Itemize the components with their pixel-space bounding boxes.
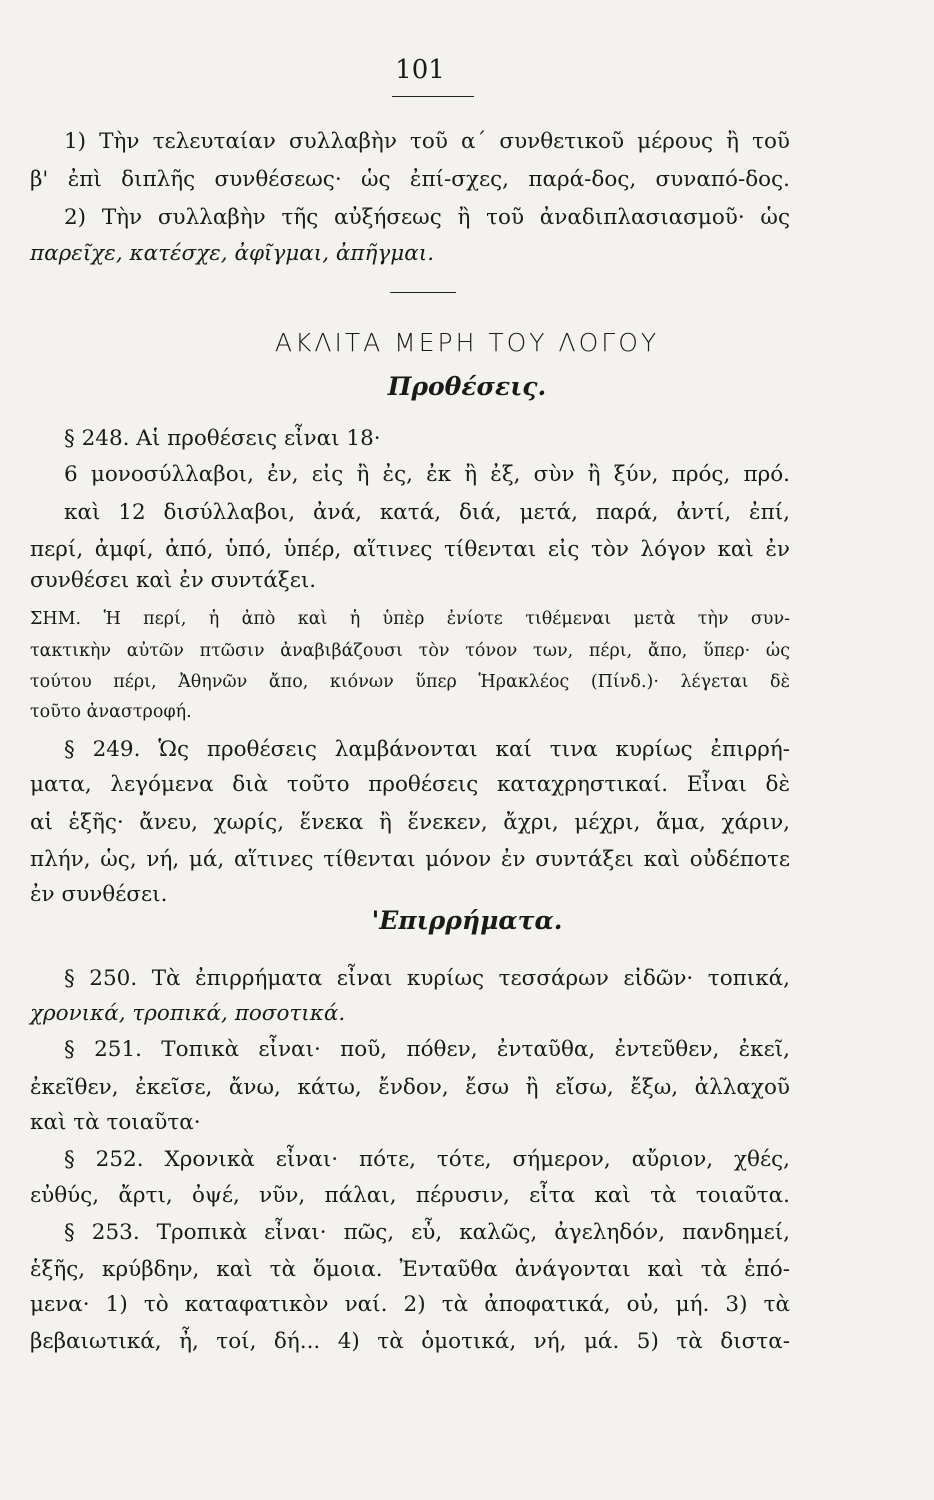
section-title: ΑΚΛΙΤΑ ΜΕΡΗ ΤΟΥ ΛΟΓΟΥ — [274, 328, 660, 357]
text-line: βεβαιωτικά, ἦ, τοί, δή... 4) τὰ ὁμοτικά, νή, μά. 5) τὰ διστα- — [30, 1329, 790, 1354]
text-line: 6 μονοσύλλαβοι, ἐν, εἰς ἢ ἐς, ἐκ ἢ ἐξ, σὺν ἢ ξύν, πρός, πρό. — [64, 462, 790, 487]
paragraph-249: § 249. Ὡς προθέσεις λαμβάνονται καί τινα κυρίως ἐπιρρή- — [64, 737, 790, 762]
text-line: 1) Τὴν τελευταίαν συλλαβὴν τοῦ α΄ συνθετικοῦ μέρους ἢ τοῦ — [64, 129, 790, 154]
note-line: ΣΗΜ. Ἡ περί, ἡ ἀπὸ καὶ ἡ ὑπὲρ ἐνίοτε τιθέμεναι μετὰ τὴν συν- — [30, 609, 790, 629]
page-number-rule — [392, 96, 474, 97]
paragraph-248: § 248. Αἱ προθέσεις εἶναι 18· — [64, 426, 381, 451]
note-line: τοῦτο ἀναστροφή. — [30, 702, 192, 722]
text-line: ἑξῆς, κρύβδην, καὶ τὰ ὅμοια. Ἐνταῦθα ἀνάγονται καὶ τὰ ἑπό- — [30, 1257, 790, 1282]
text-line: ἐν συνθέσει. — [30, 882, 168, 907]
subheading-prepositions: Προθέσεις. — [387, 372, 547, 401]
text-line: καὶ 12 δισύλλαβοι, ἀνά, κατά, διά, μετά, παρά, ἀντί, ἐπί, — [64, 500, 790, 525]
text-line: χρονικά, τροπικά, ποσοτικά. — [30, 1001, 346, 1026]
paragraph-251: § 251. Τοπικὰ εἶναι· ποῦ, πόθεν, ἐνταῦθα, ἐντεῦθεν, ἐκεῖ, — [64, 1037, 790, 1062]
paragraph-253: § 253. Τροπικὰ εἶναι· πῶς, εὖ, καλῶς, ἀγεληδόν, πανδημεί, — [64, 1220, 790, 1245]
text-line: εὐθύς, ἄρτι, ὀψέ, νῦν, πάλαι, πέρυσιν, εἶτα καὶ τὰ τοιαῦτα. — [30, 1183, 790, 1208]
text-line: β' ἐπὶ διπλῆς συνθέσεως· ὡς ἐπί-σχες, παρά-δος, συναπό-δος. — [30, 167, 790, 192]
subheading-adverbs: 'Επιρρήματα. — [371, 906, 563, 935]
page-number: 101 — [395, 55, 445, 85]
text-line: περί, ἀμφί, ἀπό, ὑπό, ὑπέρ, αἵτινες τίθενται εἰς τὸν λόγον καὶ ἐν — [30, 537, 790, 562]
section-divider — [390, 292, 456, 293]
text-line: ἐκεῖθεν, ἐκεῖσε, ἄνω, κάτω, ἔνδον, ἔσω ἢ εἴσω, ἔξω, ἀλλαχοῦ — [30, 1075, 790, 1100]
paragraph-252: § 252. Χρονικὰ εἶναι· πότε, τότε, σήμερον, αὔριον, χθές, — [64, 1147, 790, 1172]
text-line: πλήν, ὡς, νή, μά, αἵτινες τίθενται μόνον ἐν συντάξει καὶ οὐδέποτε — [30, 847, 790, 872]
paragraph-250: § 250. Τὰ ἐπιρρήματα εἶναι κυρίως τεσσάρων εἰδῶν· τοπικά, — [64, 966, 790, 991]
note-line: τακτικὴν αὐτῶν πτῶσιν ἀναβιβάζουσι τὸν τόνον των, πέρι, ἄπο, ὕπερ· ὡς — [30, 641, 790, 661]
text-line: ματα, λεγόμενα διὰ τοῦτο προθέσεις καταχρηστικαί. Εἶναι δὲ — [30, 772, 790, 797]
text-line: αἱ ἑξῆς· ἄνευ, χωρίς, ἕνεκα ἢ ἕνεκεν, ἄχρι, μέχρι, ἅμα, χάριν, — [30, 810, 790, 835]
text-line: καὶ τὰ τοιαῦτα· — [30, 1110, 201, 1135]
text-line: παρεῖχε, κατέσχε, ἀφῖγμαι, ἀπῆγμαι. — [30, 241, 435, 266]
text-line: συνθέσει καὶ ἐν συντάξει. — [30, 568, 317, 593]
text-line: μενα· 1) τὸ καταφατικὸν ναί. 2) τὰ ἀποφατικά, οὐ, μή. 3) τὰ — [30, 1292, 790, 1317]
note-line: τούτου πέρι, Ἀθηνῶν ἄπο, κιόνων ὕπερ Ἡρακλέος (Πίνδ.)· λέγεται δὲ — [30, 672, 790, 692]
text-line: 2) Τὴν συλλαβὴν τῆς αὐξήσεως ἢ τοῦ ἀναδιπλασιασμοῦ· ὡς — [64, 205, 790, 230]
